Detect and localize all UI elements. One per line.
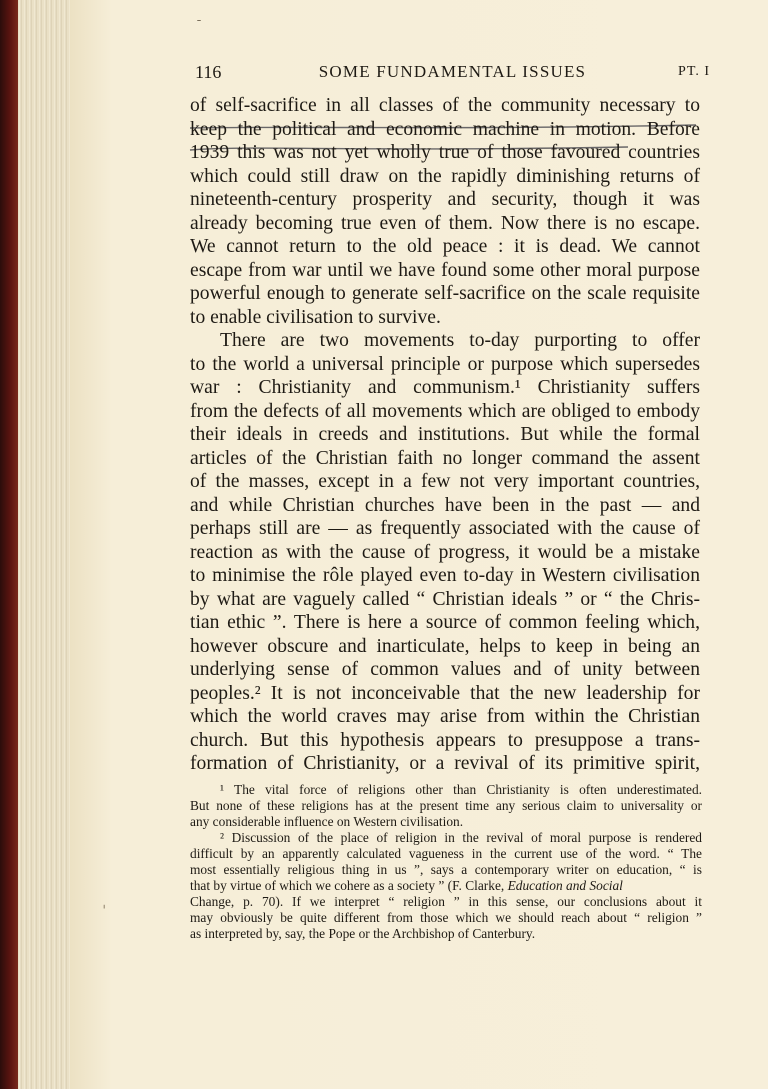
body-line: which could still draw on the rapidly diminishing returns of (190, 165, 700, 187)
footnote-line: But none of these religions has at the present time any serious claim to universality or (190, 798, 702, 813)
body-line: church. But this hypothesis appears to presuppose a trans- (190, 729, 700, 751)
footnote-line: as interpreted by, say, the Pope or the Archbishop of Canterbury. (190, 926, 536, 941)
footnote-line: any considerable influence on Western civilisation. (190, 814, 464, 829)
running-header (195, 62, 710, 86)
body-line: keep the political and economic machine in motion. Before (190, 118, 700, 140)
body-line: perhaps still are — as frequently associated with the cause of (190, 518, 700, 539)
body-text (190, 94, 700, 776)
body-line: by what are vaguely called “ Christian ideals ” or “ the Chris- (190, 588, 700, 610)
body-line: however obscure and inarticulate, helps to keep in being an (190, 635, 700, 657)
footnote-line: may obviously be quite different from those which we should reach about “ religion ” (190, 910, 702, 925)
body-line: of the masses, except in a few not very important countries, (190, 471, 700, 492)
footnote-line: Change, p. 70). If we interpret “ religion ” in this sense, our conclusions about it (190, 894, 702, 909)
body-line: from the defects of all movements which are obliged to embody (190, 400, 700, 422)
body-line: which the world craves may arise from within the Christian (190, 706, 700, 727)
body-line: to minimise the rôle played even to-day in Western civilisation (190, 565, 700, 586)
body-line: powerful enough to generate self-sacrifice on the scale requisite (190, 283, 700, 304)
body-line: nineteenth-century prosperity and security, though it was (190, 189, 700, 210)
footnote-book-title: Education and Social (507, 878, 623, 893)
footnote-line: most essentially religious thing in us ”, says a contemporary writer on education, “ is (190, 862, 702, 877)
body-line: already becoming true even of them. Now there is no escape. (190, 212, 700, 234)
footnote-line (190, 878, 702, 894)
footnote-line: difficult by an apparently calculated vagueness in the current use of the word. “ The (190, 846, 702, 861)
body-line: 1939 this was not yet wholly true of those favoured countries (190, 142, 700, 163)
body-line: escape from war until we have found some other moral purpose (190, 259, 700, 281)
margin-mark: ˈ (102, 902, 107, 921)
pencil-tick-mark: ˉ (196, 18, 202, 32)
body-line: their ideals in creeds and institutions. But while the formal (190, 424, 700, 445)
footnote-text: that by virtue of which we cohere as a society ” (F. Clarke, (190, 878, 505, 893)
body-line: tian ethic ”. There is here a source of common feeling which, (190, 612, 700, 633)
page-edges (18, 0, 71, 1089)
body-line: reaction as with the cause of progress, it would be a mistake (190, 541, 700, 563)
body-line: We cannot return to the old peace : it is dead. We cannot (190, 236, 700, 257)
page-number: 116 (195, 62, 222, 82)
part-label: PT. I (678, 64, 710, 79)
body-line: There are two movements to-day purporting to offer (220, 330, 700, 351)
running-title: SOME FUNDAMENTAL ISSUES (318, 62, 587, 81)
body-line: articles of the Christian faith no longer command the assent (190, 447, 700, 469)
footnote-line: ¹ The vital force of religions other than Christianity is often underestimated. (220, 782, 702, 797)
book-spine-edge (0, 0, 18, 1089)
body-line: peoples.² It is not inconceivable that the new leadership for (190, 682, 700, 704)
footnote-line: ² Discussion of the place of religion in the revival of moral purpose is rendered (220, 830, 702, 845)
body-line: underlying sense of common values and of unity between (190, 659, 700, 680)
body-line: to the world a universal principle or purpose which supersedes (190, 353, 700, 375)
footnotes (190, 782, 702, 942)
body-line: and while Christian churches have been in the past — and (190, 494, 700, 516)
body-line: war : Christianity and communism.¹ Christianity suffers (190, 377, 700, 398)
body-line: formation of Christianity, or a revival of its primitive spirit, (190, 753, 700, 774)
body-line: to enable civilisation to survive. (190, 306, 441, 328)
body-line: of self-sacrifice in all classes of the community necessary to (190, 95, 700, 116)
